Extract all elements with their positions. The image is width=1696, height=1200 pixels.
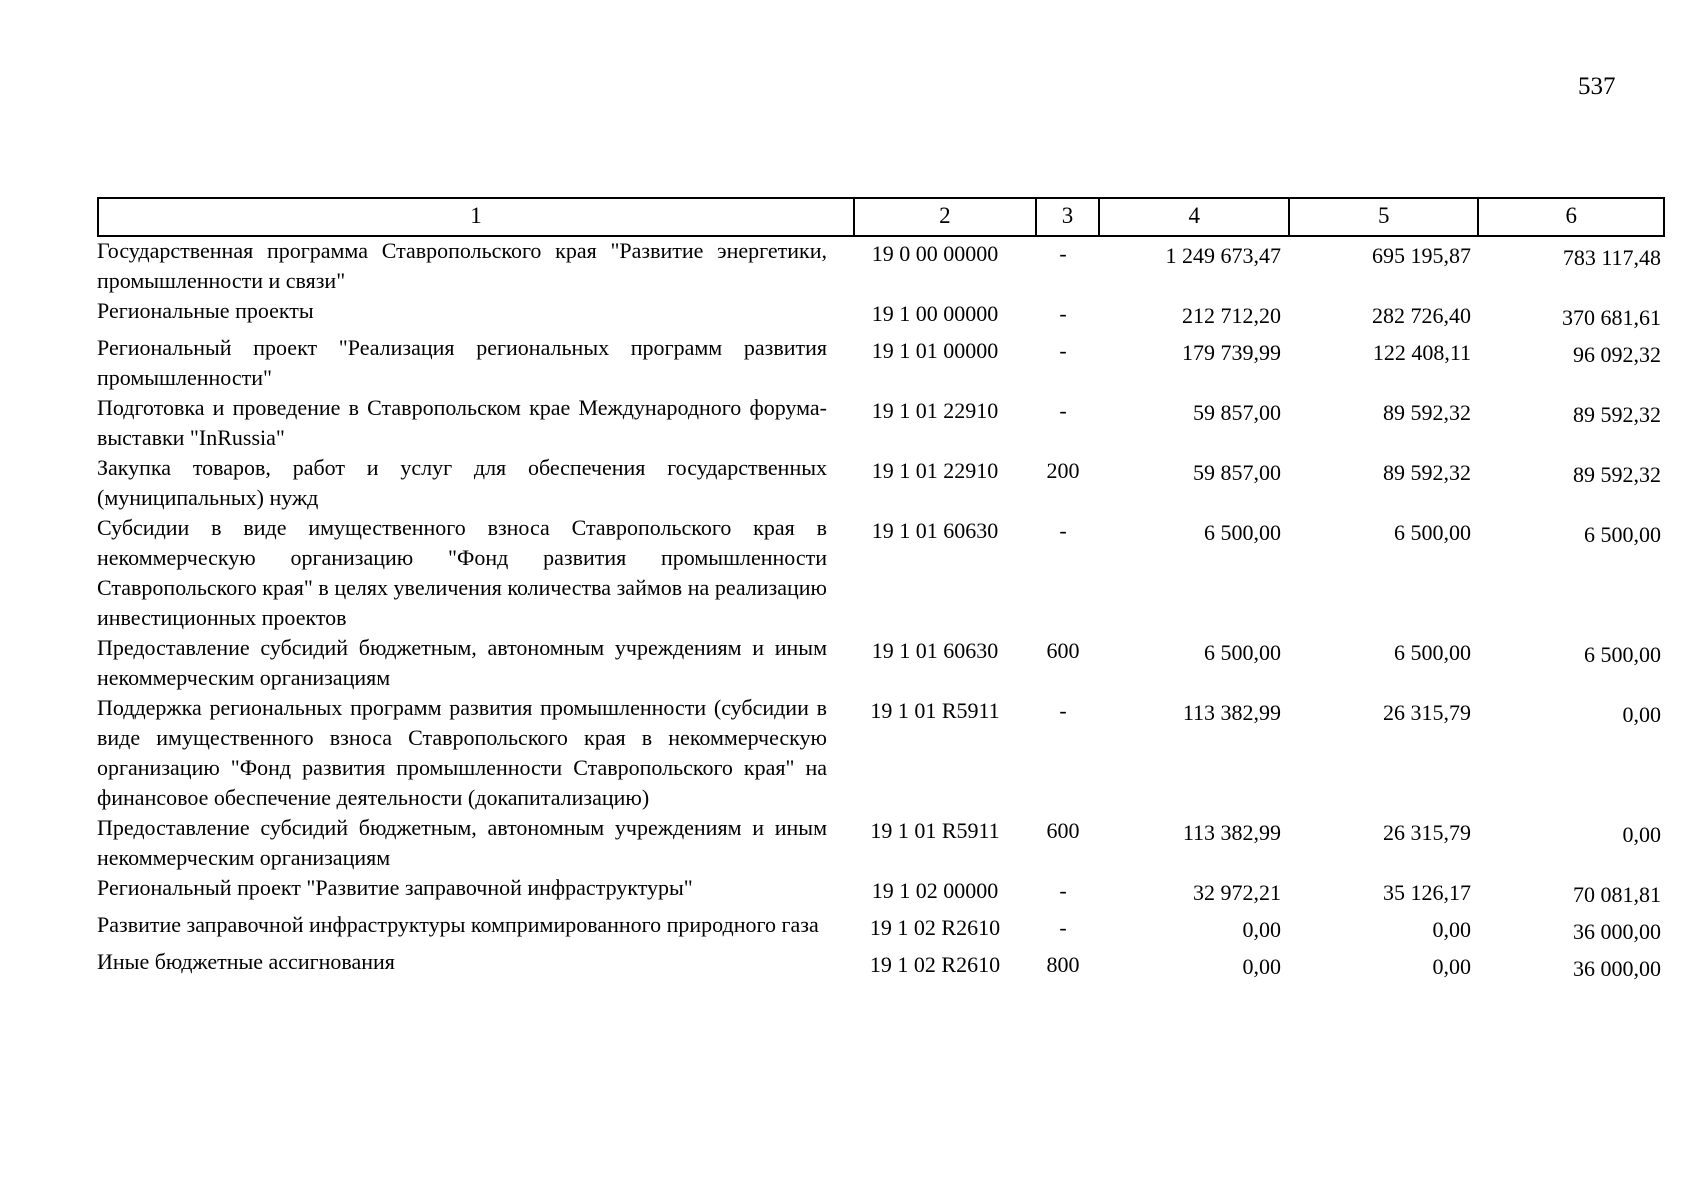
row-expense-type: 600 <box>1046 638 1080 663</box>
row-value-col6: 36 000,00 <box>1573 956 1661 981</box>
row-expense-type: - <box>1059 241 1067 266</box>
row-value-col5: 282 726,40 <box>1372 303 1471 328</box>
row-value-col4: 59 857,00 <box>1193 460 1281 485</box>
row-value-col4: 212 712,20 <box>1182 303 1281 328</box>
row-code: 19 1 01 60630 <box>871 518 999 543</box>
row-value-col6: 96 092,32 <box>1573 342 1661 367</box>
row-code: 19 1 01 R5911 <box>870 698 1000 723</box>
table-row <box>97 947 1667 984</box>
row-expense-type: - <box>1059 878 1067 903</box>
row-value-col6: 6 500,00 <box>1584 642 1661 667</box>
table-row <box>97 693 1667 813</box>
row-value-col5: 6 500,00 <box>1394 520 1471 545</box>
table-row <box>97 296 1667 333</box>
row-value-col6: 89 592,32 <box>1573 462 1661 487</box>
row-value-col5: 0,00 <box>1432 954 1471 979</box>
table-row <box>97 910 1667 947</box>
row-code: 19 1 01 R5911 <box>870 818 1000 843</box>
row-value-col6: 36 000,00 <box>1573 919 1661 944</box>
row-value-col6: 783 117,48 <box>1562 245 1661 270</box>
header-col-6: 6 <box>1477 199 1663 235</box>
row-name: Субсидии в виде имущественного взноса Ставропольского края в некоммерческую организацию "Фонд развития промышленности Ставропольского края" в целях увеличения количества займов на реализацию инвестиционных проектов <box>97 515 827 630</box>
header-col-2: 2 <box>853 199 1035 235</box>
row-value-col4: 59 857,00 <box>1193 400 1281 425</box>
row-value-col6: 0,00 <box>1622 822 1661 847</box>
row-name: Поддержка региональных программ развития промышленности (субсидии в виде имущественного взноса Ставропольского края в некоммерческую организацию "Фонд развития промышленности Ставропольского края" на финансовое обеспечение деятельности (докапитализацию) <box>97 695 827 810</box>
row-expense-type: 800 <box>1046 952 1080 977</box>
row-value-col5: 6 500,00 <box>1394 640 1471 665</box>
row-expense-type: - <box>1059 301 1067 326</box>
table-row <box>97 873 1667 910</box>
row-code: 19 1 02 R2610 <box>869 915 1001 940</box>
header-col-5: 5 <box>1288 199 1478 235</box>
row-code: 19 0 00 00000 <box>871 241 999 266</box>
row-value-col4: 113 382,99 <box>1182 820 1281 845</box>
row-expense-type: - <box>1059 338 1067 363</box>
row-value-col6: 0,00 <box>1622 702 1661 727</box>
row-value-col6: 70 081,81 <box>1573 882 1661 907</box>
header-col-1: 1 <box>470 203 482 228</box>
row-code: 19 1 01 60630 <box>871 638 999 663</box>
row-expense-type: 600 <box>1046 818 1080 843</box>
table-row <box>97 813 1667 873</box>
row-name: Подготовка и проведение в Ставропольском крае Международного форума-выставки "InRussia" <box>97 395 827 450</box>
row-value-col6: 89 592,32 <box>1573 402 1661 427</box>
row-value-col6: 370 681,61 <box>1562 305 1661 330</box>
row-value-col4: 32 972,21 <box>1193 880 1281 905</box>
row-value-col4: 179 739,99 <box>1182 340 1281 365</box>
table-row <box>97 333 1667 393</box>
table-row <box>97 513 1667 633</box>
row-name: Региональные проекты <box>97 298 314 323</box>
row-code: 19 1 01 00000 <box>871 338 999 363</box>
row-code: 19 1 02 00000 <box>871 878 999 903</box>
row-code: 19 1 02 R2610 <box>869 952 1001 977</box>
row-name: Региональный проект "Развитие заправочной инфраструктуры" <box>97 875 693 900</box>
row-value-col4: 0,00 <box>1242 917 1281 942</box>
row-value-col6: 6 500,00 <box>1584 522 1661 547</box>
row-value-col5: 89 592,32 <box>1383 460 1471 485</box>
row-value-col5: 0,00 <box>1432 917 1471 942</box>
table-row <box>97 236 1667 296</box>
row-name: Иные бюджетные ассигнования <box>97 949 395 974</box>
row-expense-type: - <box>1059 398 1067 423</box>
row-value-col4: 6 500,00 <box>1204 520 1281 545</box>
row-value-col4: 1 249 673,47 <box>1165 243 1281 268</box>
row-expense-type: 200 <box>1046 458 1080 483</box>
row-value-col5: 26 315,79 <box>1383 820 1471 845</box>
row-code: 19 1 01 22910 <box>871 458 999 483</box>
header-col-4: 4 <box>1098 199 1288 235</box>
row-value-col5: 26 315,79 <box>1383 700 1471 725</box>
row-value-col5: 695 195,87 <box>1372 243 1471 268</box>
row-name: Закупка товаров, работ и услуг для обеспечения государственных (муниципальных) нужд <box>97 455 827 510</box>
row-expense-type: - <box>1059 915 1067 940</box>
row-expense-type: - <box>1059 698 1067 723</box>
table-header <box>97 197 1665 237</box>
row-value-col5: 122 408,11 <box>1372 340 1471 365</box>
row-name: Предоставление субсидий бюджетным, автономным учреждениям и иным некоммерческим организациям <box>97 635 827 690</box>
row-value-col5: 89 592,32 <box>1383 400 1471 425</box>
table-body <box>97 236 1667 984</box>
row-value-col4: 113 382,99 <box>1182 700 1281 725</box>
row-code: 19 1 01 22910 <box>871 398 999 423</box>
row-code: 19 1 00 00000 <box>871 301 999 326</box>
header-col-3: 3 <box>1035 199 1099 235</box>
row-value-col4: 6 500,00 <box>1204 640 1281 665</box>
page-number: 537 <box>1578 73 1616 100</box>
row-expense-type: - <box>1059 518 1067 543</box>
table-row <box>97 633 1667 693</box>
row-value-col5: 35 126,17 <box>1383 880 1471 905</box>
row-value-col4: 0,00 <box>1242 954 1281 979</box>
table-row <box>97 453 1667 513</box>
row-name: Государственная программа Ставропольского края "Развитие энергетики, промышленности и связи" <box>97 238 827 293</box>
table-row <box>97 393 1667 453</box>
row-name: Региональный проект "Реализация региональных программ развития промышленности" <box>97 335 827 390</box>
row-name: Предоставление субсидий бюджетным, автономным учреждениям и иным некоммерческим организациям <box>97 815 827 870</box>
row-name: Развитие заправочной инфраструктуры компримированного природного газа <box>97 912 819 937</box>
